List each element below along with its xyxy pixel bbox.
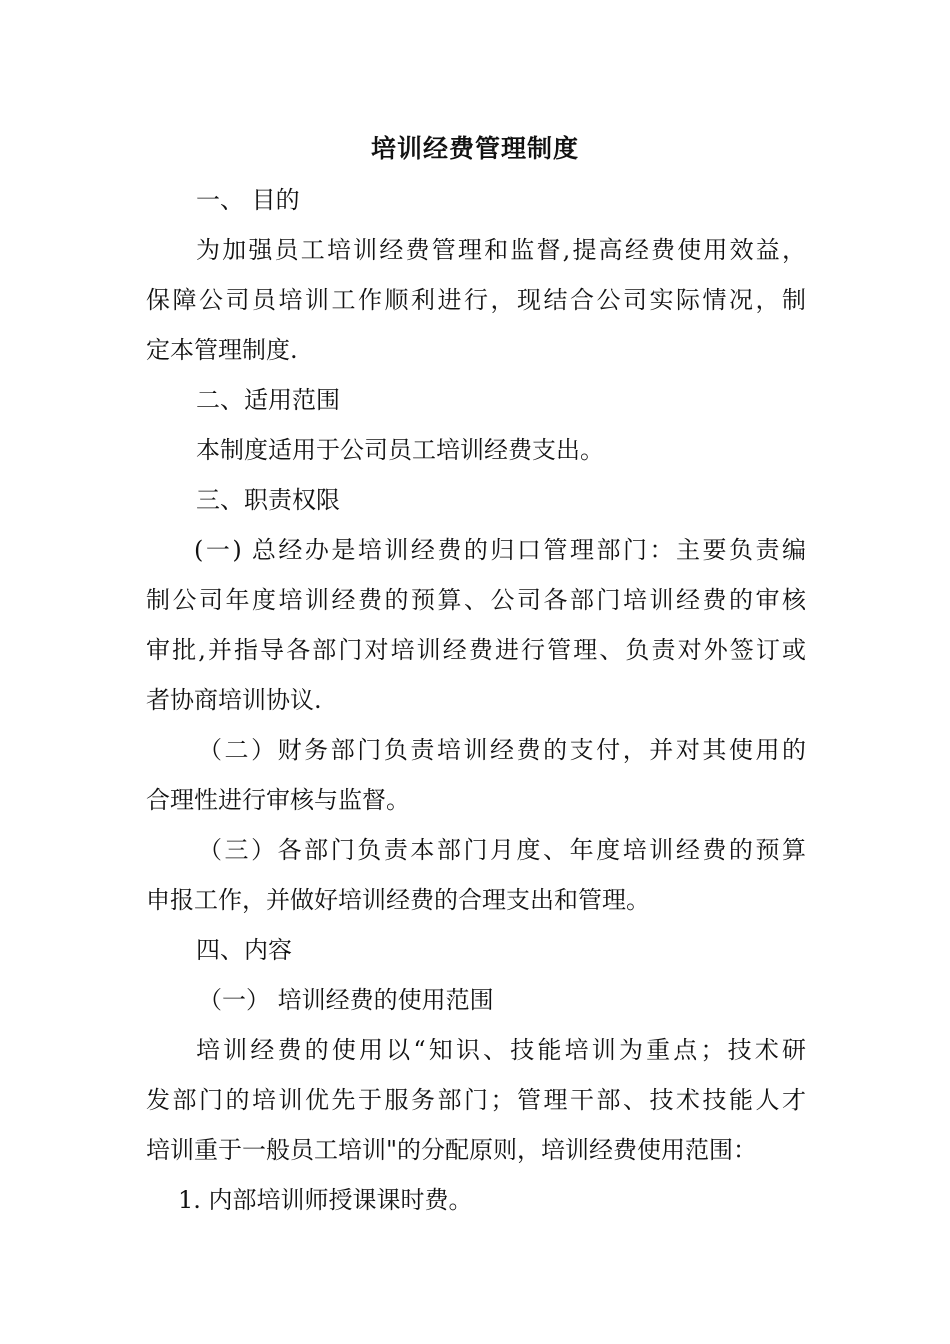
paragraph-line: 者协商培训协议. xyxy=(146,686,322,714)
paragraph-line: （三）各部门负责本部门月度、年度培训经费的预算 xyxy=(198,836,806,864)
paragraph-line: 为加强员工培训经费管理和监督,提高经费使用效益， xyxy=(196,236,806,264)
section-heading-responsibilities: 三、职责权限 xyxy=(196,486,340,514)
section-heading-scope: 二、适用范围 xyxy=(196,386,340,414)
paragraph-line: 制公司年度培训经费的预算、公司各部门培训经费的审核 xyxy=(146,586,806,614)
paragraph-line: 定本管理制度. xyxy=(146,336,298,364)
paragraph-line: 本制度适用于公司员工培训经费支出。 xyxy=(196,436,604,464)
section-heading-content: 四、内容 xyxy=(196,936,292,964)
paragraph-line: 培训重于一般员工培训"的分配原则，培训经费使用范围： xyxy=(146,1136,758,1164)
paragraph-line: 审批,并指导各部门对培训经费进行管理、负责对外签订或 xyxy=(146,636,806,664)
paragraph-line: 申报工作，并做好培训经费的合理支出和管理。 xyxy=(146,886,650,914)
paragraph-line: 保障公司员培训工作顺利进行，现结合公司实际情况，制 xyxy=(146,286,806,314)
paragraph-line: 发部门的培训优先于服务部门；管理干部、技术技能人才 xyxy=(146,1086,806,1114)
paragraph-line: (一) 总经办是培训经费的归口管理部门：主要负责编 xyxy=(194,536,806,564)
list-item: 1. 内部培训师授课课时费。 xyxy=(178,1186,473,1214)
document-title: 培训经费管理制度 xyxy=(370,134,579,163)
section-heading-purpose: 一、 目的 xyxy=(196,186,300,214)
paragraph-line: 合理性进行审核与监督。 xyxy=(146,786,410,814)
paragraph-line: 培训经费的使用以“知识、技能培训为重点；技术研 xyxy=(196,1036,806,1064)
subsection-heading: （一） 培训经费的使用范围 xyxy=(198,986,494,1014)
paragraph-line: （二）财务部门负责培训经费的支付，并对其使用的 xyxy=(198,736,806,764)
